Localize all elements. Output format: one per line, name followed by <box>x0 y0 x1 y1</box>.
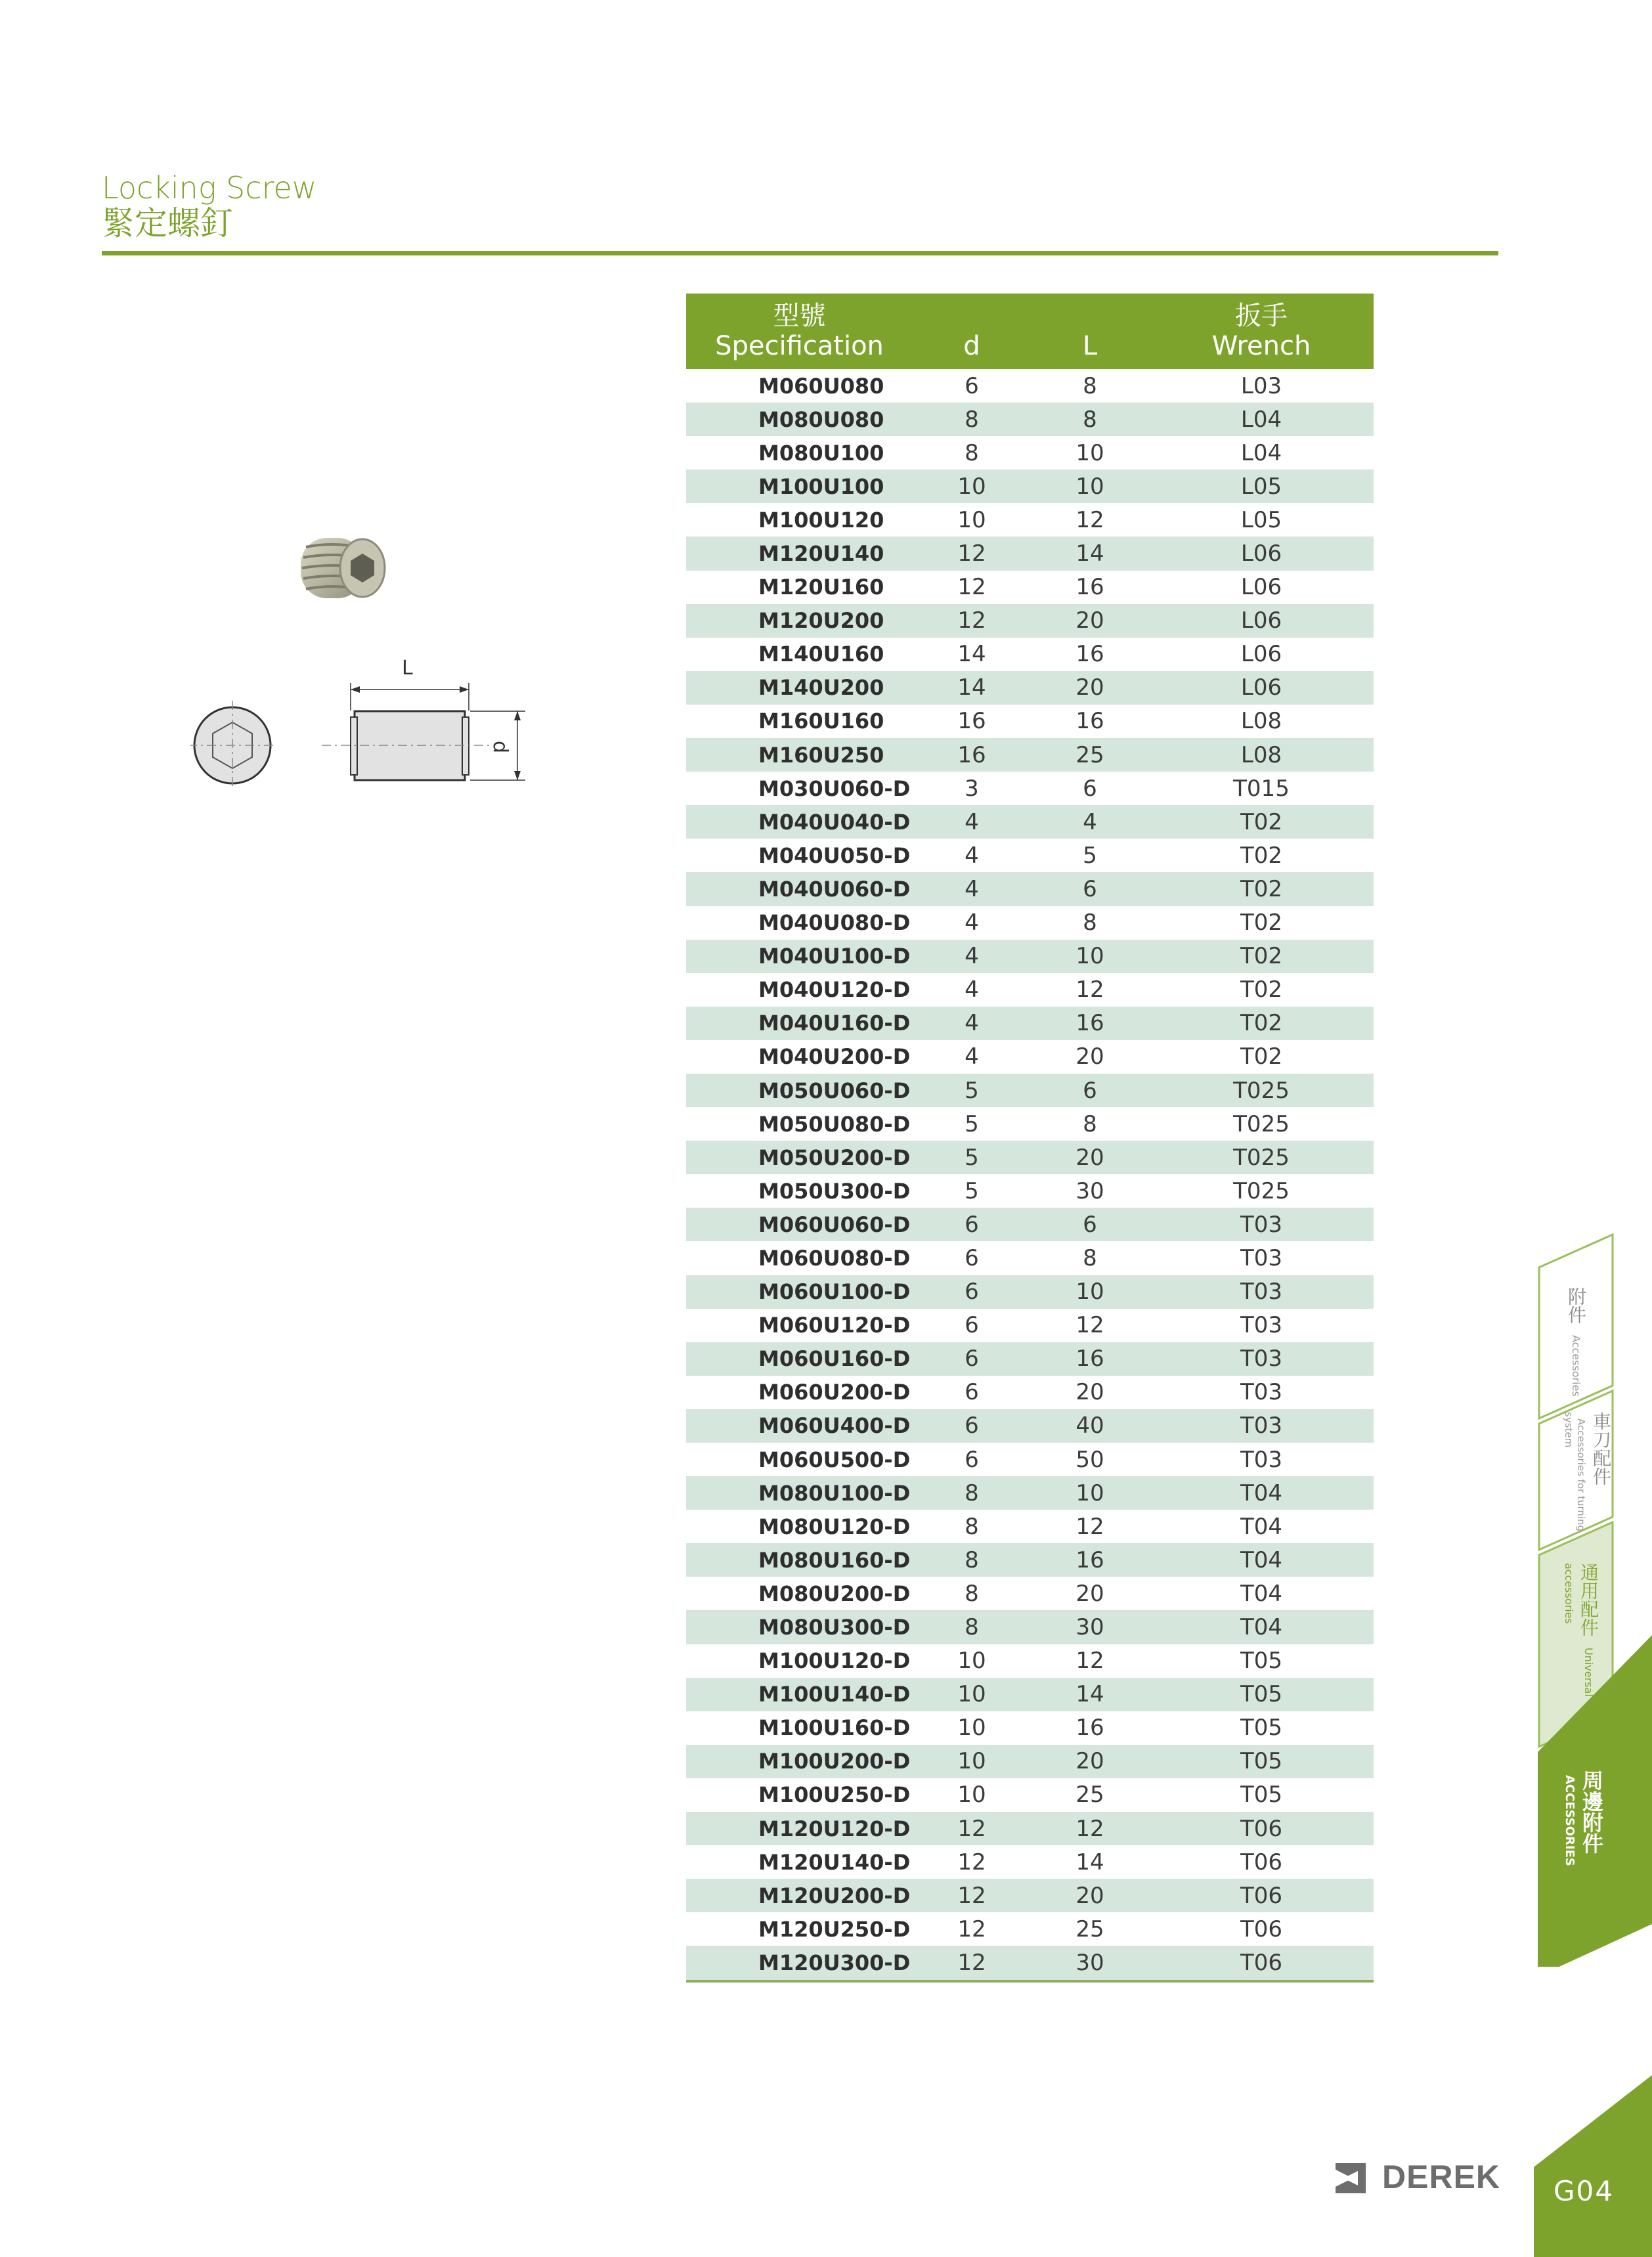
cell-specification: M040U040-D <box>686 805 913 839</box>
cell-wrench: L08 <box>1149 738 1374 772</box>
table-header-row <box>686 294 1374 369</box>
table-row <box>686 1376 1374 1409</box>
cell-specification: M050U200-D <box>686 1141 913 1174</box>
cell-wrench: L06 <box>1240 574 1282 601</box>
cell-wrench: T03 <box>1149 1409 1374 1443</box>
table-row <box>686 805 1374 839</box>
cell-L: 20 <box>1031 604 1149 638</box>
cell-L: 8 <box>1031 403 1149 436</box>
cell-wrench: T03 <box>1149 1342 1374 1376</box>
cell-wrench: T06 <box>1240 1916 1283 1942</box>
table-row <box>686 1610 1374 1644</box>
cell-wrench: T05 <box>1240 1648 1283 1675</box>
cell-wrench: L06 <box>1149 537 1374 570</box>
cell-d: 5 <box>965 1177 979 1204</box>
cell-specification: M080U120-D <box>758 1514 911 1539</box>
cell-d: 4 <box>913 940 1031 973</box>
cell-specification: M120U140 <box>686 537 913 570</box>
table-row <box>686 1644 1374 1678</box>
cell-specification: M060U200-D <box>758 1380 911 1405</box>
cell-specification: M060U080 <box>758 373 884 399</box>
cell-L: 20 <box>1076 1379 1104 1406</box>
cell-L: 6 <box>1031 1208 1149 1241</box>
cell-d: 4 <box>965 842 979 869</box>
cell-specification: M030U060-D <box>758 776 911 801</box>
cell-d: 12 <box>913 1812 1031 1845</box>
cell-L: 12 <box>1076 976 1104 1003</box>
cell-d: 16 <box>913 738 1031 772</box>
cell-specification: M120U120-D <box>686 1812 913 1845</box>
cell-L: 8 <box>1083 909 1097 936</box>
cell-wrench: L06 <box>1149 671 1374 705</box>
cell-L: 5 <box>1083 842 1097 869</box>
cell-wrench: T03 <box>1240 1379 1283 1406</box>
table-row <box>686 1107 1374 1141</box>
header-wrench: 扳手 Wrench <box>1149 294 1374 369</box>
page-corner-tab <box>1534 2075 1652 2257</box>
table-row <box>686 738 1374 772</box>
cell-d: 8 <box>965 1513 979 1540</box>
table-row <box>686 1141 1374 1174</box>
cell-wrench: T025 <box>1233 1110 1290 1137</box>
cell-d: 10 <box>957 1715 986 1742</box>
cell-d: 6 <box>965 1312 979 1339</box>
tab-peripheral-accessories[interactable]: 周邊附件 ACCESSORIES <box>1563 1770 1604 1866</box>
table-row <box>686 503 1374 537</box>
cell-specification: M060U160-D <box>686 1342 913 1376</box>
cell-specification: M060U080-D <box>758 1245 911 1271</box>
cell-specification: M040U050-D <box>758 843 911 868</box>
cell-specification: M100U160-D <box>758 1715 911 1741</box>
cell-d: 8 <box>965 1580 979 1607</box>
table-row <box>686 1174 1374 1208</box>
cell-wrench: T04 <box>1149 1476 1374 1510</box>
cell-L: 16 <box>1076 574 1104 601</box>
table-row <box>686 1409 1374 1443</box>
table-row <box>686 537 1374 570</box>
cell-L: 14 <box>1031 537 1149 570</box>
table-row <box>686 1745 1374 1778</box>
cell-specification: M040U080-D <box>758 910 911 936</box>
cell-specification: M120U200-D <box>686 1879 913 1912</box>
cell-wrench: L03 <box>1240 372 1282 399</box>
table-row <box>686 1040 1374 1074</box>
table-row <box>686 973 1374 1007</box>
cell-specification: M120U200 <box>686 604 913 638</box>
cell-wrench: T02 <box>1240 842 1283 869</box>
cell-L: 6 <box>1083 775 1097 802</box>
cell-L: 4 <box>1031 805 1149 839</box>
cell-d: 10 <box>957 1648 986 1675</box>
cell-wrench: T02 <box>1149 805 1374 839</box>
tab-accessories[interactable]: 附件 Accessories <box>1565 1287 1587 1397</box>
cell-d: 5 <box>913 1141 1031 1174</box>
cell-wrench: T02 <box>1149 872 1374 906</box>
table-row <box>686 1309 1374 1342</box>
cell-L: 20 <box>1076 1580 1104 1607</box>
cell-wrench: T05 <box>1149 1745 1374 1778</box>
cell-specification: M050U060-D <box>686 1074 913 1107</box>
table-row <box>686 1543 1374 1577</box>
table-row <box>686 1275 1374 1309</box>
title-divider <box>102 251 1498 255</box>
cell-d: 8 <box>913 403 1031 436</box>
cell-d: 4 <box>965 1043 979 1070</box>
cell-specification: M040U160-D <box>686 1007 913 1040</box>
table-row <box>686 1208 1374 1241</box>
tab-turning-accessories[interactable]: 車刀配件 Accessories for turning system <box>1563 1412 1612 1532</box>
cell-L: 25 <box>1076 1916 1104 1942</box>
header-L: L <box>1031 294 1149 369</box>
cell-d: 8 <box>965 439 979 466</box>
cell-specification: M040U100-D <box>686 940 913 973</box>
cell-d: 6 <box>913 1342 1031 1376</box>
cell-specification: M160U160 <box>758 709 884 734</box>
cell-specification: M080U160-D <box>686 1543 913 1577</box>
cell-L: 10 <box>1031 1275 1149 1309</box>
cell-L: 20 <box>1031 1879 1149 1912</box>
cell-d: 12 <box>957 1849 986 1875</box>
cell-wrench: T04 <box>1149 1543 1374 1577</box>
cell-d: 14 <box>957 641 986 668</box>
cell-L: 10 <box>1031 470 1149 503</box>
cell-specification: M140U160 <box>758 642 884 667</box>
cell-wrench: T04 <box>1240 1513 1283 1540</box>
cell-L: 50 <box>1076 1446 1104 1473</box>
cell-wrench: T02 <box>1240 1043 1283 1070</box>
cell-specification: M100U100 <box>686 470 913 503</box>
cell-specification: M100U200-D <box>686 1745 913 1778</box>
cell-wrench: T02 <box>1240 909 1283 936</box>
cell-d: 6 <box>965 1446 979 1473</box>
cell-wrench: T05 <box>1240 1715 1283 1742</box>
cell-d: 4 <box>913 1007 1031 1040</box>
cell-specification: M080U080 <box>686 403 913 436</box>
cell-L: 6 <box>1031 1074 1149 1107</box>
table-row <box>686 1845 1374 1879</box>
cell-d: 6 <box>965 372 979 399</box>
table-row <box>686 1812 1374 1845</box>
cell-wrench: L04 <box>1240 439 1282 466</box>
cell-d: 10 <box>913 470 1031 503</box>
cell-specification: M050U080-D <box>758 1111 911 1137</box>
page-title-en: Locking Screw <box>102 170 317 206</box>
cell-wrench: T03 <box>1149 1208 1374 1241</box>
cell-specification: M100U120-D <box>758 1648 911 1674</box>
cell-d: 8 <box>913 1476 1031 1510</box>
cell-wrench: L04 <box>1149 403 1374 436</box>
cell-d: 12 <box>913 1879 1031 1912</box>
cell-specification: M160U250 <box>686 738 913 772</box>
cell-L: 14 <box>1076 1849 1104 1875</box>
cell-L: 8 <box>1083 1244 1097 1271</box>
cell-specification: M120U300-D <box>686 1946 913 1981</box>
cell-L: 10 <box>1076 439 1104 466</box>
cell-L: 12 <box>1076 1312 1104 1339</box>
cell-wrench: T03 <box>1149 1275 1374 1309</box>
spec-table <box>686 294 1374 1983</box>
diameter-dimension-label: d <box>489 740 512 754</box>
table-row <box>686 1074 1374 1107</box>
tab-universal-accessories[interactable]: 通用配件 Universal accessories <box>1563 1563 1599 1697</box>
cell-specification: M120U160 <box>758 575 884 600</box>
cell-d: 10 <box>913 1678 1031 1711</box>
cell-L: 6 <box>1031 872 1149 906</box>
table-row <box>686 1342 1374 1376</box>
cell-d: 4 <box>965 976 979 1003</box>
cell-L: 16 <box>1031 1543 1149 1577</box>
table-row <box>686 1577 1374 1610</box>
cell-wrench: L05 <box>1149 470 1374 503</box>
screw-photo <box>294 529 391 606</box>
table-row <box>686 1241 1374 1275</box>
cell-L: 30 <box>1076 1177 1104 1204</box>
table-body <box>686 369 1374 1981</box>
cell-L: 20 <box>1031 1745 1149 1778</box>
cell-wrench: T06 <box>1149 1879 1374 1912</box>
cell-specification: M100U250-D <box>758 1782 911 1808</box>
cell-specification: M100U140-D <box>686 1678 913 1711</box>
table-row <box>686 1778 1374 1812</box>
cell-L: 25 <box>1031 738 1149 772</box>
table-row <box>686 671 1374 705</box>
cell-specification: M080U100 <box>758 440 884 466</box>
table-row <box>686 1946 1374 1981</box>
page-number: G04 <box>1554 2175 1614 2207</box>
table-row <box>686 638 1374 671</box>
cell-L: 30 <box>1031 1946 1149 1981</box>
cell-d: 12 <box>957 1916 986 1942</box>
cell-L: 40 <box>1031 1409 1149 1443</box>
cell-L: 8 <box>1083 1110 1097 1137</box>
table-row <box>686 772 1374 805</box>
cell-d: 4 <box>913 872 1031 906</box>
brand-name: DEREK <box>1382 2158 1501 2195</box>
cell-d: 3 <box>965 775 979 802</box>
cell-d: 10 <box>913 1745 1031 1778</box>
cell-specification: M060U400-D <box>686 1409 913 1443</box>
cell-specification: M040U200-D <box>758 1044 911 1070</box>
cell-wrench: T02 <box>1149 1007 1374 1040</box>
cell-specification: M120U140-D <box>758 1849 911 1875</box>
cell-wrench: T025 <box>1233 1177 1290 1204</box>
cell-specification: M140U200 <box>686 671 913 705</box>
cell-L: 16 <box>1076 1715 1104 1742</box>
header-d: d <box>913 294 1031 369</box>
table-row <box>686 1912 1374 1946</box>
cell-wrench: T03 <box>1240 1312 1283 1339</box>
cell-wrench: L08 <box>1240 708 1282 735</box>
cell-wrench: T02 <box>1149 940 1374 973</box>
table-row <box>686 705 1374 738</box>
cell-L: 16 <box>1076 641 1104 668</box>
cell-d: 14 <box>913 671 1031 705</box>
length-dimension-label: L <box>402 657 413 680</box>
cell-specification: M080U200-D <box>758 1581 911 1606</box>
cell-wrench: T05 <box>1240 1782 1283 1808</box>
table-row <box>686 369 1374 403</box>
cell-d: 5 <box>913 1074 1031 1107</box>
cell-specification: M060U100-D <box>686 1275 913 1309</box>
cell-d: 8 <box>913 1543 1031 1577</box>
cell-d: 5 <box>965 1110 979 1137</box>
table-row <box>686 470 1374 503</box>
cell-d: 6 <box>965 1379 979 1406</box>
cell-d: 6 <box>913 1275 1031 1309</box>
cell-d: 12 <box>913 1946 1031 1981</box>
cell-wrench: T025 <box>1149 1141 1374 1174</box>
cell-d: 10 <box>957 1782 986 1808</box>
cell-L: 20 <box>1076 1043 1104 1070</box>
cell-wrench: T06 <box>1240 1849 1283 1875</box>
cell-wrench: T05 <box>1149 1678 1374 1711</box>
cell-d: 4 <box>913 805 1031 839</box>
cell-L: 25 <box>1076 1782 1104 1808</box>
table-row <box>686 403 1374 436</box>
cell-L: 10 <box>1031 940 1149 973</box>
table-row <box>686 436 1374 470</box>
cell-wrench: T02 <box>1240 976 1283 1003</box>
table-row <box>686 1879 1374 1912</box>
table-row <box>686 1007 1374 1040</box>
table-row <box>686 940 1374 973</box>
cell-L: 10 <box>1031 1476 1149 1510</box>
table-row <box>686 839 1374 872</box>
cell-specification: M060U060-D <box>686 1208 913 1241</box>
cell-wrench: L06 <box>1240 641 1282 668</box>
cell-L: 12 <box>1031 1812 1149 1845</box>
cell-wrench: T03 <box>1240 1446 1283 1473</box>
cell-d: 6 <box>965 1244 979 1271</box>
cell-d: 6 <box>913 1208 1031 1241</box>
cell-specification: M060U120-D <box>758 1313 911 1338</box>
cell-L: 16 <box>1031 1342 1149 1376</box>
cell-specification: M120U250-D <box>758 1916 911 1942</box>
cell-L: 12 <box>1076 1513 1104 1540</box>
cell-wrench: T03 <box>1240 1244 1283 1271</box>
cell-d: 6 <box>913 1409 1031 1443</box>
cell-d: 8 <box>913 1610 1031 1644</box>
cell-specification: M100U120 <box>758 507 884 533</box>
page-title-zh: 緊定螺釘 <box>102 204 233 242</box>
cell-d: 4 <box>965 909 979 936</box>
cell-specification: M080U100-D <box>686 1476 913 1510</box>
table-row <box>686 1476 1374 1510</box>
table-row <box>686 872 1374 906</box>
cell-L: 16 <box>1031 1007 1149 1040</box>
cell-wrench: T025 <box>1149 1074 1374 1107</box>
cell-specification: M040U060-D <box>686 872 913 906</box>
cell-d: 12 <box>913 537 1031 570</box>
cell-wrench: T04 <box>1149 1610 1374 1644</box>
screw-drawing <box>190 663 538 801</box>
table-row <box>686 1711 1374 1745</box>
cell-L: 30 <box>1031 1610 1149 1644</box>
cell-d: 10 <box>957 506 986 533</box>
cell-specification: M080U300-D <box>686 1610 913 1644</box>
cell-wrench: T06 <box>1149 1946 1374 1981</box>
table-row <box>686 1443 1374 1476</box>
header-specification: 型號 Specification <box>686 294 913 369</box>
cell-wrench: T015 <box>1233 775 1290 802</box>
table-row <box>686 1678 1374 1711</box>
cell-L: 8 <box>1083 372 1097 399</box>
cell-L: 12 <box>1076 506 1104 533</box>
cell-wrench: L06 <box>1149 604 1374 638</box>
cell-L: 20 <box>1031 671 1149 705</box>
table-row <box>686 906 1374 940</box>
cell-wrench: L05 <box>1240 506 1282 533</box>
cell-d: 12 <box>913 604 1031 638</box>
cell-specification: M060U500-D <box>758 1447 911 1472</box>
cell-L: 12 <box>1076 1648 1104 1675</box>
table-row <box>686 1510 1374 1543</box>
cell-d: 16 <box>957 708 986 735</box>
cell-wrench: T04 <box>1240 1580 1283 1607</box>
table-row <box>686 571 1374 604</box>
cell-d: 12 <box>957 574 986 601</box>
cell-specification: M040U120-D <box>758 977 911 1003</box>
table-row <box>686 604 1374 638</box>
cell-specification: M050U300-D <box>758 1178 911 1204</box>
cell-L: 16 <box>1076 708 1104 735</box>
cell-wrench: T06 <box>1149 1812 1374 1845</box>
cell-L: 14 <box>1031 1678 1149 1711</box>
cell-L: 20 <box>1031 1141 1149 1174</box>
